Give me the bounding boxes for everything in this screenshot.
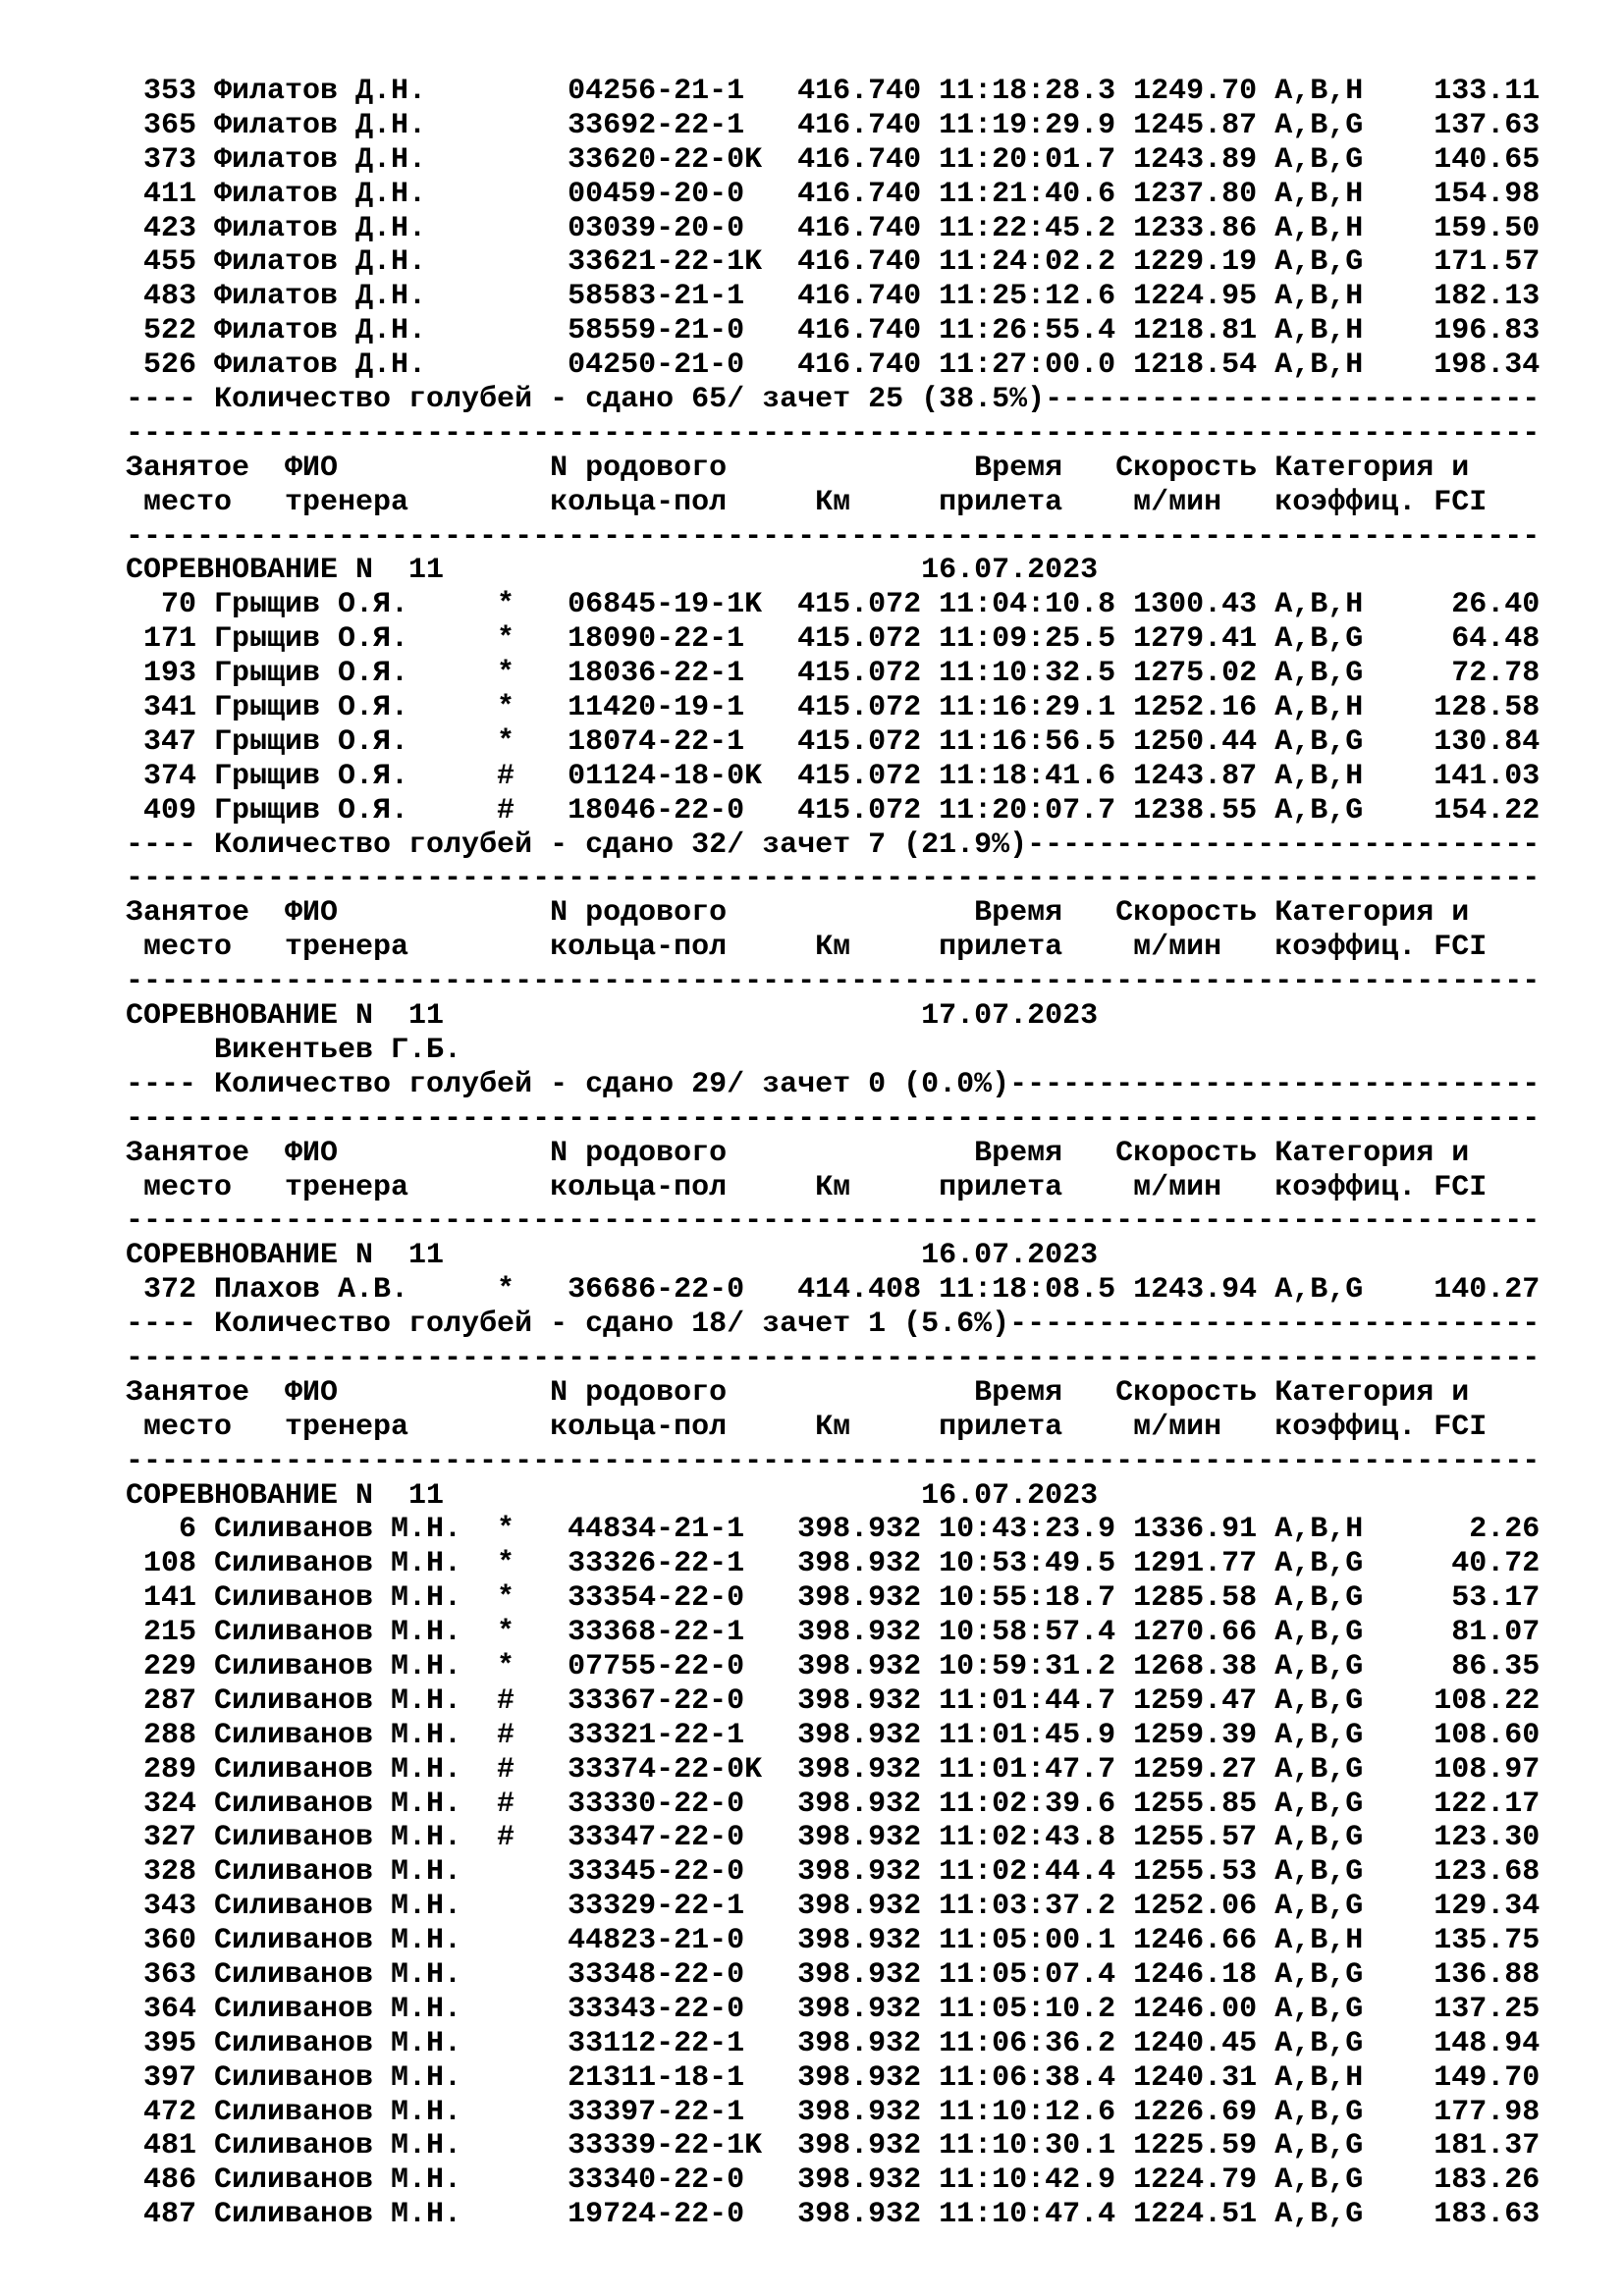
- divider: --------------------------------------------------------------------------------: [126, 1101, 1541, 1136]
- result-row: 364 Силиванов М.Н. 33343-22-0 398.932 11:05:10.2 1246.00 A,B,G 137.25: [126, 1992, 1541, 2026]
- competition-heading: СОРЕВНОВАНИЕ N 11 16.07.2023: [126, 1239, 1099, 1273]
- result-row: 343 Силиванов М.Н. 33329-22-1 398.932 11:03:37.2 1252.06 A,B,G 129.34: [126, 1890, 1541, 1924]
- result-row: 483 Филатов Д.Н. 58583-21-1 416.740 11:25:12.6 1224.95 A,B,H 182.13: [126, 280, 1541, 314]
- divider: --------------------------------------------------------------------------------: [126, 416, 1541, 451]
- result-row: 347 Грыщив О.Я. * 18074-22-1 415.072 11:16:56.5 1250.44 A,B,G 130.84: [126, 724, 1541, 759]
- section-summary: ---- Количество голубей - сдано 29/ зачет 0 (0.0%)------------------------------: [126, 1067, 1541, 1101]
- result-row: 423 Филатов Д.Н. 03039-20-0 416.740 11:22:45.2 1233.86 A,B,H 159.50: [126, 211, 1541, 245]
- result-row: 374 Грыщив О.Я. # 01124-18-0K 415.072 11:18:41.6 1243.87 A,B,H 141.03: [126, 759, 1541, 793]
- result-row: 229 Силиванов М.Н. * 07755-22-0 398.932 10:59:31.2 1268.38 A,B,G 86.35: [126, 1649, 1541, 1683]
- divider: --------------------------------------------------------------------------------: [126, 965, 1541, 999]
- divider: --------------------------------------------------------------------------------: [126, 519, 1541, 554]
- result-row: 288 Силиванов М.Н. # 33321-22-1 398.932 11:01:45.9 1259.39 A,B,G 108.60: [126, 1718, 1541, 1752]
- result-row: 411 Филатов Д.Н. 00459-20-0 416.740 11:21:40.6 1237.80 A,B,H 154.98: [126, 177, 1541, 211]
- column-header: место тренера кольца-пол Км прилета м/мин коэффиц. FCI: [126, 1170, 1488, 1204]
- results-printout: [126, 75, 1598, 2232]
- result-row: 487 Силиванов М.Н. 19724-22-0 398.932 11:10:47.4 1224.51 A,B,G 183.63: [126, 2198, 1541, 2232]
- divider: --------------------------------------------------------------------------------: [126, 1341, 1541, 1375]
- result-row: 360 Силиванов М.Н. 44823-21-0 398.932 11:05:00.1 1246.66 A,B,H 135.75: [126, 1924, 1541, 1958]
- competition-heading: СОРЕВНОВАНИЕ N 11 16.07.2023: [126, 554, 1099, 588]
- column-header: место тренера кольца-пол Км прилета м/мин коэффиц. FCI: [126, 931, 1488, 965]
- competition-heading: СОРЕВНОВАНИЕ N 11 17.07.2023: [126, 999, 1099, 1034]
- result-row: 341 Грыщив О.Я. * 11420-19-1 415.072 11:16:29.1 1252.16 A,B,H 128.58: [126, 691, 1541, 725]
- result-row: 395 Силиванов М.Н. 33112-22-1 398.932 11:06:36.2 1240.45 A,B,G 148.94: [126, 2026, 1541, 2060]
- result-row: 486 Силиванов М.Н. 33340-22-0 398.932 11:10:42.9 1224.79 A,B,G 183.26: [126, 2163, 1541, 2198]
- column-header: место тренера кольца-пол Км прилета м/мин коэффиц. FCI: [126, 1410, 1488, 1444]
- result-row: 324 Силиванов М.Н. # 33330-22-0 398.932 11:02:39.6 1255.85 A,B,G 122.17: [126, 1787, 1541, 1821]
- column-header: Занятое ФИО N родового Время Скорость Категория и: [126, 1136, 1470, 1170]
- section-summary: ---- Количество голубей - сдано 18/ зачет 1 (5.6%)------------------------------: [126, 1308, 1541, 1342]
- result-row: 526 Филатов Д.Н. 04250-21-0 416.740 11:27:00.0 1218.54 A,B,H 198.34: [126, 348, 1541, 383]
- result-row: 141 Силиванов М.Н. * 33354-22-0 398.932 10:55:18.7 1285.58 A,B,G 53.17: [126, 1581, 1541, 1616]
- result-row: 455 Филатов Д.Н. 33621-22-1K 416.740 11:24:02.2 1229.19 A,B,G 171.57: [126, 245, 1541, 280]
- result-row: 287 Силиванов М.Н. # 33367-22-0 398.932 11:01:44.7 1259.47 A,B,G 108.22: [126, 1683, 1541, 1718]
- result-row: 481 Силиванов М.Н. 33339-22-1K 398.932 11:10:30.1 1225.59 A,B,G 181.37: [126, 2129, 1541, 2163]
- result-row: 327 Силиванов М.Н. # 33347-22-0 398.932 11:02:43.8 1255.57 A,B,G 123.30: [126, 1821, 1541, 1855]
- result-row: 108 Силиванов М.Н. * 33326-22-1 398.932 10:53:49.5 1291.77 A,B,G 40.72: [126, 1547, 1541, 1581]
- result-row: 409 Грыщив О.Я. # 18046-22-0 415.072 11:20:07.7 1238.55 A,B,G 154.22: [126, 793, 1541, 828]
- result-row: 70 Грыщив О.Я. * 06845-19-1K 415.072 11:04:10.8 1300.43 A,B,H 26.40: [126, 588, 1541, 622]
- competition-heading: СОРЕВНОВАНИЕ N 11 16.07.2023: [126, 1478, 1099, 1513]
- result-row: 363 Силиванов М.Н. 33348-22-0 398.932 11:05:07.4 1246.18 A,B,G 136.88: [126, 1957, 1541, 1992]
- result-row: 171 Грыщив О.Я. * 18090-22-1 415.072 11:09:25.5 1279.41 A,B,G 64.48: [126, 622, 1541, 657]
- divider: --------------------------------------------------------------------------------: [126, 1204, 1541, 1239]
- result-row: 373 Филатов Д.Н. 33620-22-0K 416.740 11:20:01.7 1243.89 A,B,G 140.65: [126, 142, 1541, 177]
- column-header: Занятое ФИО N родового Время Скорость Категория и: [126, 451, 1470, 485]
- column-header: место тренера кольца-пол Км прилета м/мин коэффиц. FCI: [126, 485, 1488, 519]
- result-row: 372 Плахов А.В. * 36686-22-0 414.408 11:18:08.5 1243.94 A,B,G 140.27: [126, 1273, 1541, 1308]
- trainer-name: Викентьев Г.Б.: [126, 1033, 462, 1067]
- result-row: 215 Силиванов М.Н. * 33368-22-1 398.932 10:58:57.4 1270.66 A,B,G 81.07: [126, 1616, 1541, 1650]
- result-row: 365 Филатов Д.Н. 33692-22-1 416.740 11:19:29.9 1245.87 A,B,G 137.63: [126, 108, 1541, 142]
- section-summary: ---- Количество голубей - сдано 65/ зачет 25 (38.5%)----------------------------: [126, 383, 1541, 417]
- result-row: 522 Филатов Д.Н. 58559-21-0 416.740 11:26:55.4 1218.81 A,B,H 196.83: [126, 314, 1541, 348]
- result-row: 193 Грыщив О.Я. * 18036-22-1 415.072 11:10:32.5 1275.02 A,B,G 72.78: [126, 657, 1541, 691]
- column-header: Занятое ФИО N родового Время Скорость Категория и: [126, 1375, 1470, 1410]
- column-header: Занятое ФИО N родового Время Скорость Категория и: [126, 896, 1470, 931]
- result-row: 397 Силиванов М.Н. 21311-18-1 398.932 11:06:38.4 1240.31 A,B,H 149.70: [126, 2060, 1541, 2095]
- divider: --------------------------------------------------------------------------------: [126, 1444, 1541, 1478]
- result-row: 328 Силиванов М.Н. 33345-22-0 398.932 11:02:44.4 1255.53 A,B,G 123.68: [126, 1855, 1541, 1890]
- result-row: 472 Силиванов М.Н. 33397-22-1 398.932 11:10:12.6 1226.69 A,B,G 177.98: [126, 2095, 1541, 2129]
- result-row: 6 Силиванов М.Н. * 44834-21-1 398.932 10:43:23.9 1336.91 A,B,H 2.26: [126, 1513, 1541, 1547]
- divider: --------------------------------------------------------------------------------: [126, 862, 1541, 896]
- result-row: 353 Филатов Д.Н. 04256-21-1 416.740 11:18:28.3 1249.70 A,B,H 133.11: [126, 75, 1541, 108]
- section-summary: ---- Количество голубей - сдано 32/ зачет 7 (21.9%)-----------------------------: [126, 828, 1541, 862]
- result-row: 289 Силиванов М.Н. # 33374-22-0K 398.932 11:01:47.7 1259.27 A,B,G 108.97: [126, 1752, 1541, 1787]
